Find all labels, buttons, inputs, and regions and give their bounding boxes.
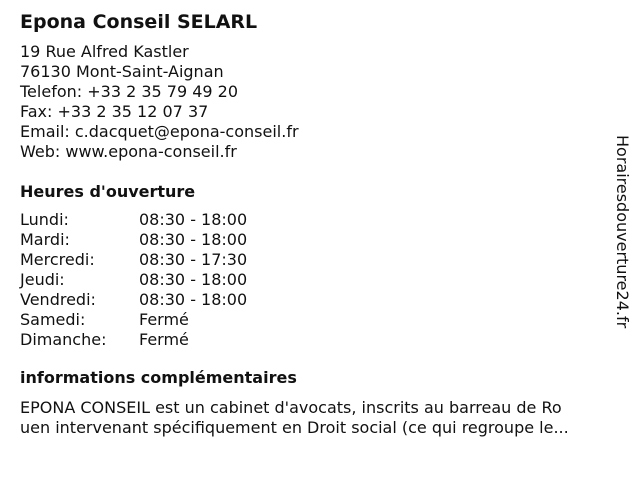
time-range: 08:30 - 18:00 <box>139 210 248 229</box>
time-range: Fermé <box>139 330 189 349</box>
additional-info-heading: informations complémentaires <box>20 368 297 387</box>
website-url: Web: www.epona-conseil.fr <box>20 142 237 161</box>
email-address: Email: c.dacquet@epona-conseil.fr <box>20 122 299 141</box>
business-card <box>20 10 620 438</box>
fax-number: Fax: +33 2 35 12 07 37 <box>20 102 209 121</box>
day-label: Dimanche: <box>20 330 107 349</box>
day-label: Jeudi: <box>20 270 65 289</box>
hours-row-thursday <box>20 270 620 290</box>
time-range: 08:30 - 17:30 <box>139 250 248 269</box>
site-watermark: Horairesdouverture24.fr <box>613 135 632 329</box>
description-line: uen intervenant spécifiquement en Droit social (ce qui regroupe le... <box>20 418 569 437</box>
hours-row-tuesday <box>20 230 620 250</box>
time-range: 08:30 - 18:00 <box>139 290 248 309</box>
business-name: Epona Conseil SELARL <box>20 11 258 33</box>
hours-row-wednesday <box>20 250 620 270</box>
time-range: 08:30 - 18:00 <box>139 270 248 289</box>
address-street: 19 Rue Alfred Kastler <box>20 42 189 61</box>
hours-row-saturday <box>20 310 620 330</box>
hours-row-monday <box>20 210 620 230</box>
description-line: EPONA CONSEIL est un cabinet d'avocats, inscrits au barreau de Ro <box>20 398 562 417</box>
day-label: Mardi: <box>20 230 70 249</box>
day-label: Vendredi: <box>20 290 96 309</box>
time-range: Fermé <box>139 310 189 329</box>
day-label: Lundi: <box>20 210 69 229</box>
day-label: Mercredi: <box>20 250 95 269</box>
opening-hours-heading: Heures d'ouverture <box>20 182 196 201</box>
phone-number: Telefon: +33 2 35 79 49 20 <box>20 82 239 101</box>
description-text <box>20 398 620 438</box>
hours-row-sunday <box>20 330 620 350</box>
address-city: 76130 Mont-Saint-Aignan <box>20 62 224 81</box>
hours-row-friday <box>20 290 620 310</box>
day-label: Samedi: <box>20 310 86 329</box>
time-range: 08:30 - 18:00 <box>139 230 248 249</box>
